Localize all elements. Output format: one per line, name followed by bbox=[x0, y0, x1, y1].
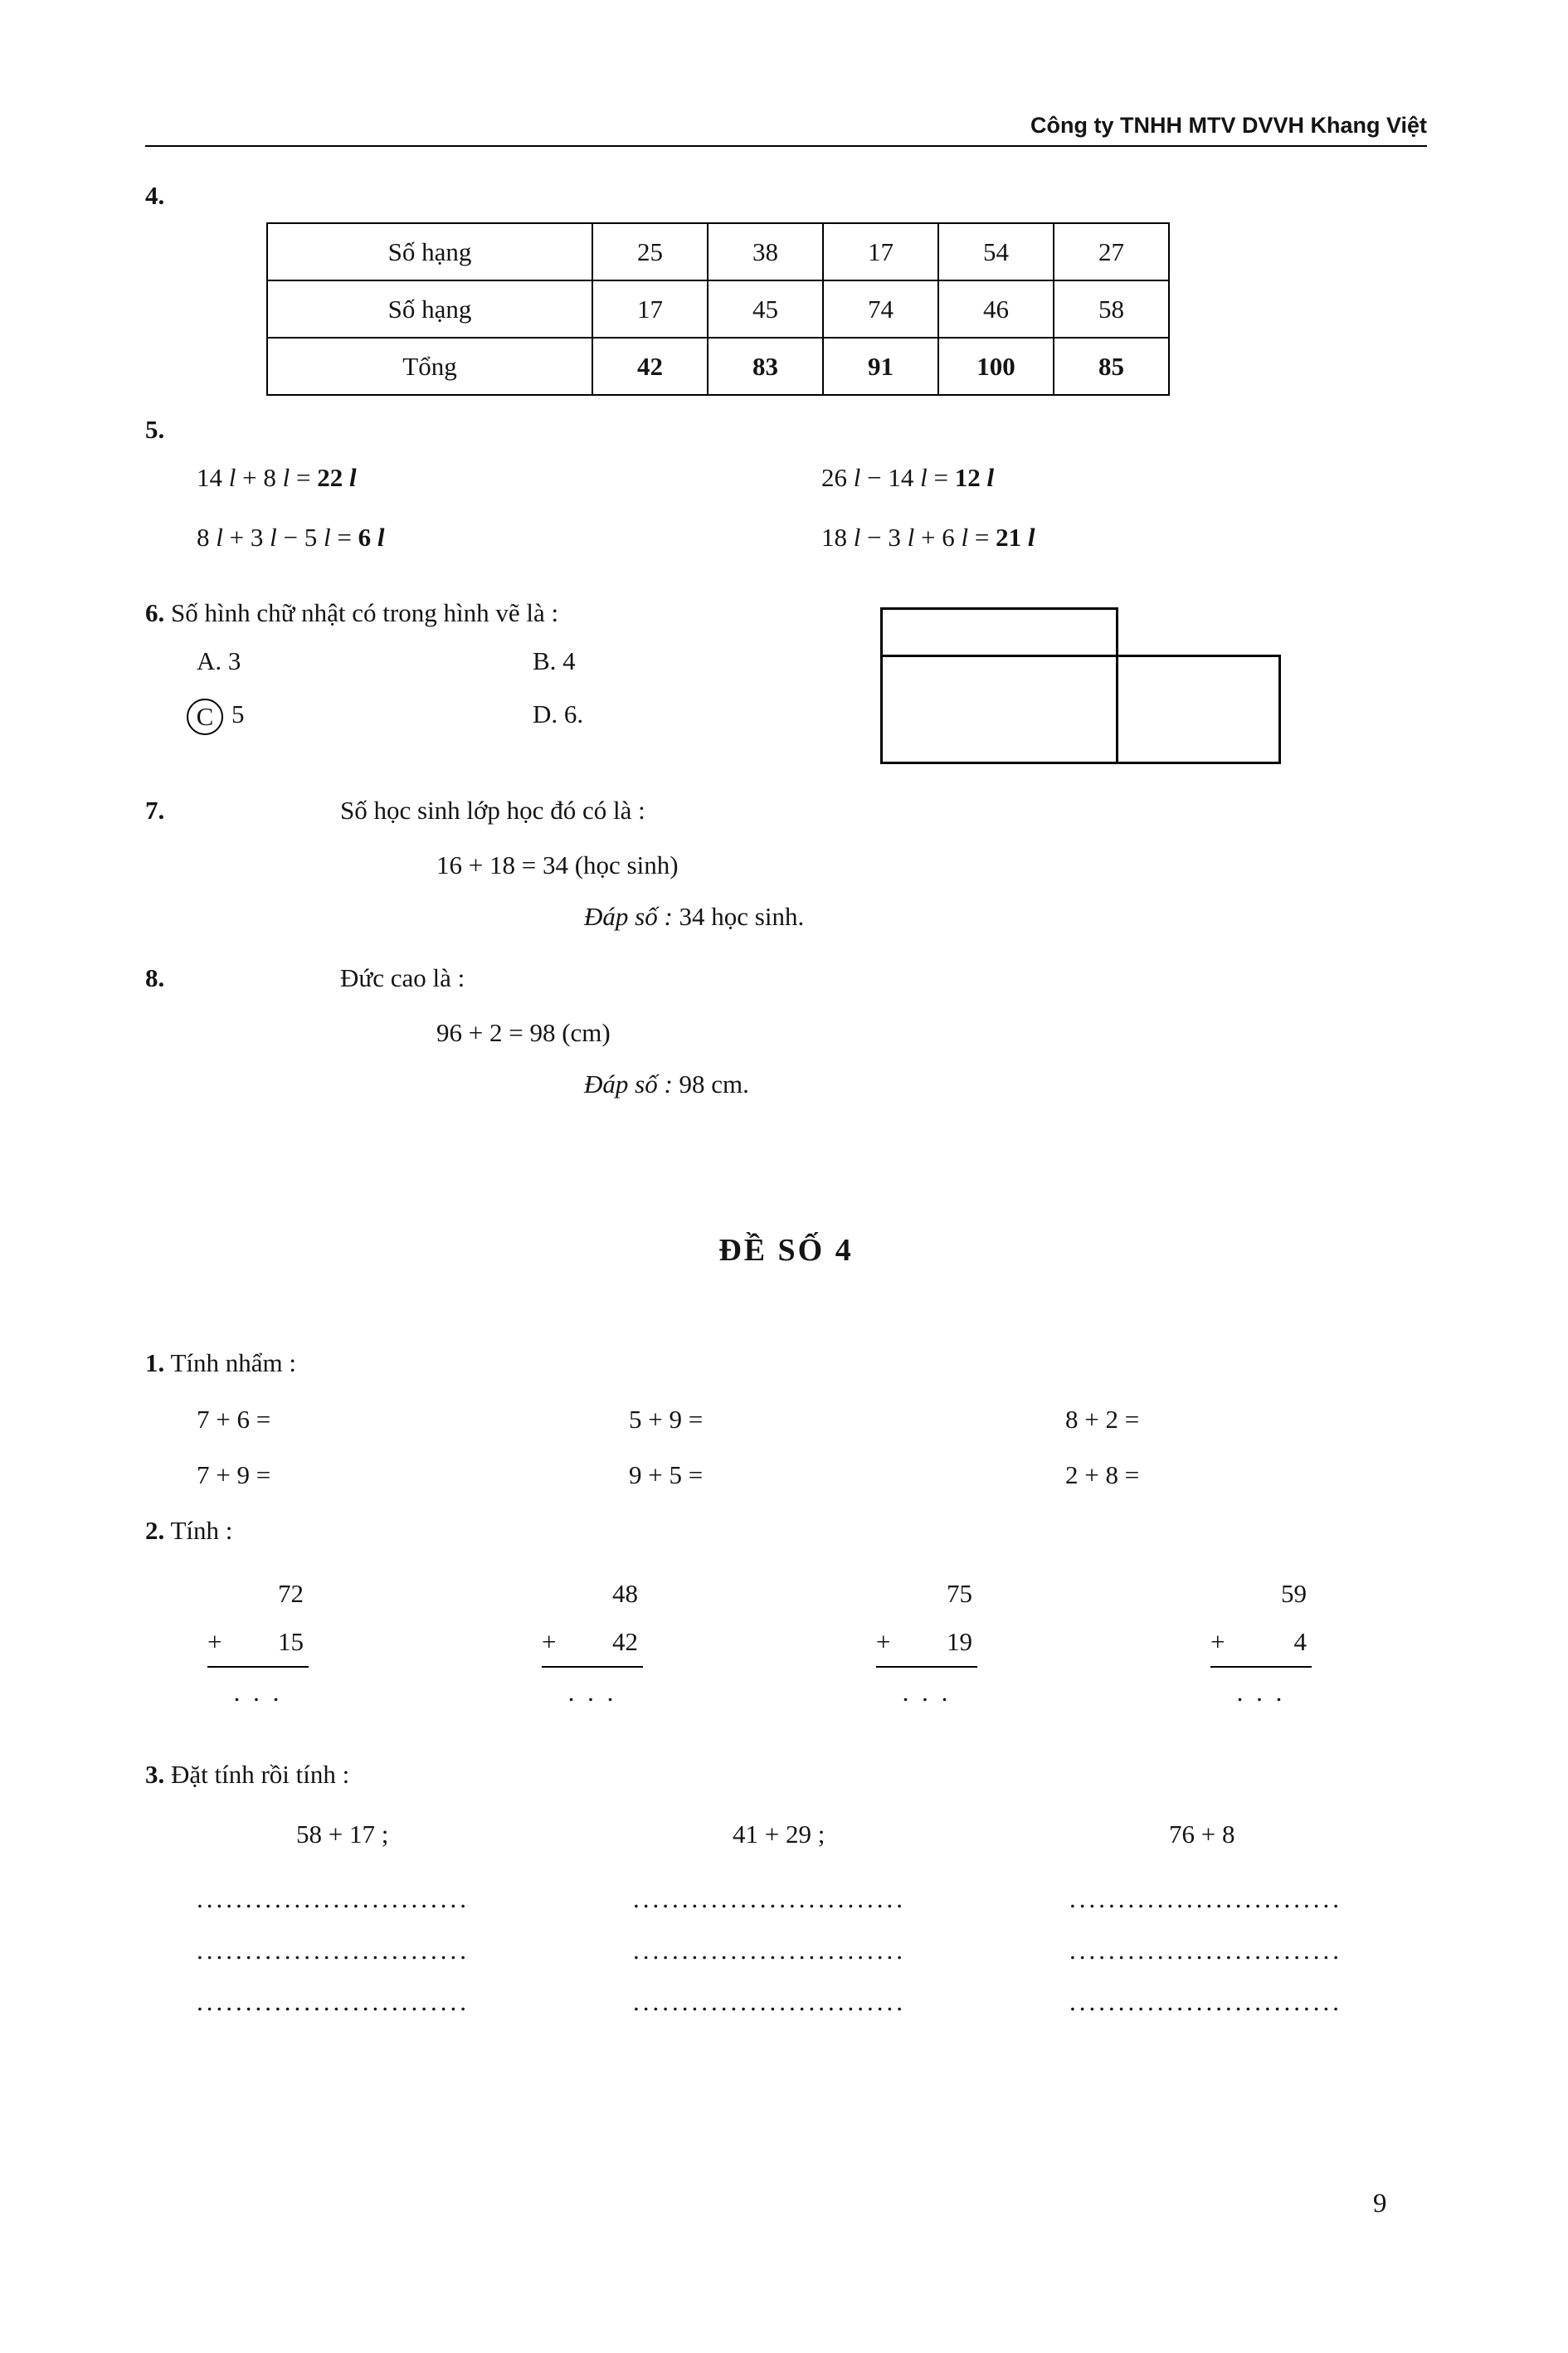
equation: 26 l − 14 l = bbox=[821, 463, 955, 492]
addend-bottom-row bbox=[207, 1618, 309, 1668]
expression: 5 + 9 = bbox=[629, 1405, 704, 1434]
exercise-label bbox=[145, 1754, 1427, 1795]
addend-bottom-row bbox=[876, 1618, 977, 1668]
problem-4-number: 4. bbox=[145, 181, 165, 210]
cell: 58 bbox=[1054, 280, 1169, 338]
exercise-2-title: Tính : bbox=[170, 1516, 233, 1545]
exercise-2-number: 2. bbox=[145, 1516, 165, 1545]
set-up-expressions bbox=[145, 1814, 1427, 1855]
answer-line bbox=[584, 1064, 1427, 1105]
column-sums bbox=[145, 1570, 1427, 1708]
dotted-line: ............................ bbox=[1069, 1936, 1342, 1965]
equation: 8 l + 3 l − 5 l = bbox=[197, 523, 358, 552]
expression: 76 + 8 bbox=[1169, 1820, 1235, 1849]
plus-sign: + bbox=[542, 1627, 557, 1656]
equation-right bbox=[821, 448, 994, 508]
addend-bottom-row bbox=[1210, 1618, 1312, 1668]
cell: 74 bbox=[823, 280, 938, 338]
dotted-line: ............................ bbox=[1069, 1987, 1342, 2016]
problem-7-number: 7. bbox=[145, 796, 165, 825]
expression: 2 + 8 = bbox=[1065, 1460, 1140, 1489]
exercise-label bbox=[145, 1510, 1427, 1552]
answer-label: Đáp số : bbox=[584, 1069, 673, 1099]
cell: 45 bbox=[708, 280, 823, 338]
result-dots: . . . bbox=[567, 1678, 617, 1707]
dotted-line: ............................ bbox=[197, 1884, 470, 1913]
problem-6 bbox=[145, 592, 1427, 740]
answer-value: 34 học sinh. bbox=[679, 902, 805, 931]
problem-4 bbox=[145, 177, 1427, 396]
column-sum bbox=[1210, 1570, 1312, 1708]
equation-row bbox=[145, 448, 1427, 508]
calculation-line: 96 + 2 = 98 (cm) bbox=[436, 1018, 611, 1047]
page-header bbox=[145, 0, 1427, 139]
plus-sign: + bbox=[1210, 1627, 1225, 1656]
cell: 83 bbox=[708, 338, 823, 395]
section-title: ĐỀ SỐ 4 bbox=[718, 1233, 854, 1268]
dotted-line: ............................ bbox=[633, 1936, 906, 1965]
expression: 7 + 9 = bbox=[197, 1460, 271, 1489]
option-d: D. 6. bbox=[533, 699, 584, 728]
plus-sign: + bbox=[207, 1627, 222, 1656]
table-row bbox=[267, 223, 1169, 280]
column-sum bbox=[542, 1570, 643, 1708]
problem-7 bbox=[145, 790, 1427, 938]
cell: 38 bbox=[708, 223, 823, 280]
row-label: Tổng bbox=[267, 338, 592, 395]
exercise-2 bbox=[145, 1510, 1427, 1708]
figure-divider-line bbox=[1116, 657, 1118, 762]
answer-value: 98 cm. bbox=[679, 1069, 749, 1099]
row-label: Số hạng bbox=[267, 223, 592, 280]
addend-bottom-row bbox=[542, 1618, 643, 1668]
dotted-answer-row bbox=[145, 1878, 1427, 1920]
equation: 18 l − 3 l + 6 l = bbox=[821, 523, 996, 552]
exercise-3 bbox=[145, 1754, 1427, 2023]
dotted-answer-row bbox=[145, 1930, 1427, 1971]
cell: 46 bbox=[938, 280, 1054, 338]
mental-math-row bbox=[145, 1454, 1427, 1495]
addend-bottom: 19 bbox=[947, 1627, 972, 1656]
cell: 17 bbox=[592, 280, 708, 338]
answer-label: Đáp số : bbox=[584, 902, 673, 931]
selected-answer-circle: C bbox=[187, 699, 223, 735]
table-row bbox=[267, 280, 1169, 338]
dotted-answer-row bbox=[145, 1981, 1427, 2023]
expression: 41 + 29 ; bbox=[733, 1820, 825, 1849]
problem-5 bbox=[145, 411, 1427, 568]
solution-title: Đức cao là : bbox=[340, 963, 465, 992]
column-sum bbox=[876, 1570, 977, 1708]
cell: 85 bbox=[1054, 338, 1169, 395]
addend-bottom: 42 bbox=[612, 1627, 638, 1656]
solution-title-line bbox=[145, 790, 1427, 831]
addend-top: 48 bbox=[612, 1579, 638, 1608]
cell: 100 bbox=[938, 338, 1054, 395]
option-c-value: 5 bbox=[231, 699, 245, 728]
exercise-1 bbox=[145, 1342, 1427, 1495]
company-name: Công ty TNHH MTV DVVH Khang Việt bbox=[1030, 113, 1427, 138]
option-b: B. 4 bbox=[533, 646, 576, 675]
addend-bottom: 15 bbox=[278, 1627, 304, 1656]
dotted-line: ............................ bbox=[633, 1884, 906, 1913]
equation-answer: 6 l bbox=[358, 523, 385, 552]
solution-title: Số học sinh lớp học đó có là : bbox=[340, 796, 645, 825]
dotted-line: ............................ bbox=[633, 1987, 906, 2016]
result-dots: . . . bbox=[1236, 1678, 1286, 1707]
sum-table bbox=[266, 222, 1170, 396]
answer-line bbox=[584, 896, 1427, 938]
exercise-3-title: Đặt tính rồi tính : bbox=[171, 1760, 350, 1789]
column-sum bbox=[207, 1570, 309, 1708]
calculation-line: 16 + 18 = 34 (học sinh) bbox=[436, 850, 679, 879]
dotted-line: ............................ bbox=[197, 1987, 470, 2016]
problem-8-number: 8. bbox=[145, 963, 165, 992]
problem-6-number: 6. bbox=[145, 598, 165, 627]
cell: 54 bbox=[938, 223, 1054, 280]
table-row bbox=[267, 338, 1169, 395]
problem-5-number: 5. bbox=[145, 415, 165, 444]
equation-right bbox=[821, 508, 1035, 568]
equation-answer: 22 l bbox=[317, 463, 357, 492]
equation-row bbox=[145, 508, 1427, 568]
option-a: A. 3 bbox=[197, 646, 241, 675]
solution-title-line bbox=[145, 957, 1427, 999]
expression: 7 + 6 = bbox=[197, 1405, 271, 1434]
addend-top: 72 bbox=[278, 1579, 304, 1608]
question-text: Số hình chữ nhật có trong hình vẽ là : bbox=[171, 598, 559, 627]
exercise-1-number: 1. bbox=[145, 1348, 165, 1377]
rectangles-figure bbox=[880, 607, 1281, 764]
exercise-label bbox=[145, 1342, 1427, 1384]
expression: 9 + 5 = bbox=[629, 1460, 704, 1489]
cell: 25 bbox=[592, 223, 708, 280]
addend-top: 59 bbox=[1281, 1579, 1307, 1608]
cell: 27 bbox=[1054, 223, 1169, 280]
row-label: Số hạng bbox=[267, 280, 592, 338]
cell: 42 bbox=[592, 338, 708, 395]
plus-sign: + bbox=[876, 1627, 891, 1656]
equation-answer: 12 l bbox=[954, 463, 995, 492]
result-dots: . . . bbox=[233, 1678, 283, 1707]
cell: 91 bbox=[823, 338, 938, 395]
equation: 14 l + 8 l = bbox=[197, 463, 318, 492]
dotted-line: ............................ bbox=[1069, 1884, 1342, 1913]
dotted-line: ............................ bbox=[197, 1936, 470, 1965]
addend-top: 75 bbox=[947, 1579, 972, 1608]
equation-answer: 21 l bbox=[996, 523, 1035, 552]
header-rule bbox=[145, 145, 1427, 147]
result-dots: . . . bbox=[902, 1678, 952, 1707]
page-number: 9 bbox=[1373, 2189, 1387, 2219]
mental-math-row bbox=[145, 1399, 1427, 1440]
problem-8 bbox=[145, 957, 1427, 1105]
figure-top-rectangle bbox=[880, 607, 1118, 657]
exercise-1-title: Tính nhẩm : bbox=[170, 1348, 296, 1377]
addend-bottom: 4 bbox=[1293, 1627, 1307, 1656]
exercise-3-number: 3. bbox=[145, 1760, 165, 1789]
expression: 58 + 17 ; bbox=[296, 1820, 389, 1849]
figure-bottom-rectangle bbox=[880, 655, 1281, 764]
cell: 17 bbox=[823, 223, 938, 280]
expression: 8 + 2 = bbox=[1065, 1405, 1140, 1434]
